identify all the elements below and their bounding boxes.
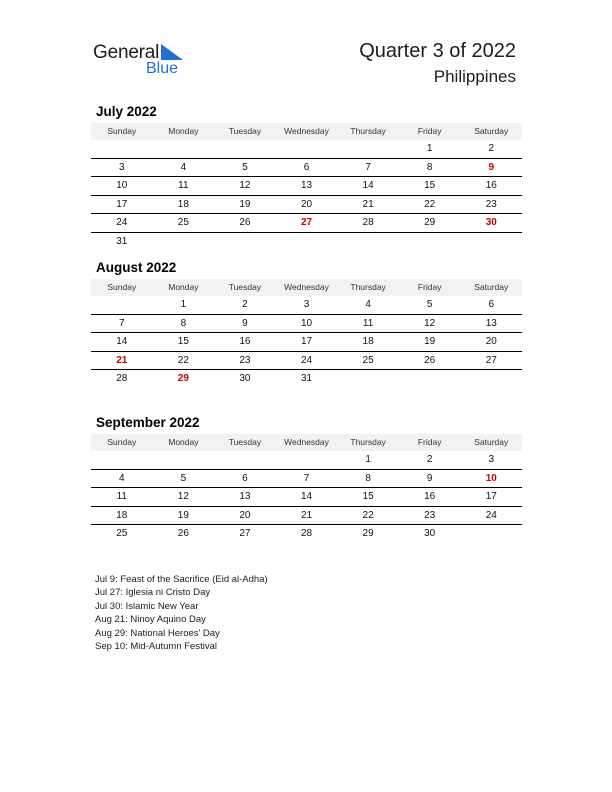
day-cell: 23 [424, 509, 436, 521]
week-row [91, 451, 522, 470]
generalblue-logo [93, 40, 193, 80]
weekday-label: Friday [417, 437, 442, 447]
day-cell: 6 [488, 299, 495, 310]
day-cell [460, 370, 522, 388]
day-cell: 10 [300, 317, 313, 329]
day-cell: 31 [300, 373, 313, 384]
day-cell: 13 [239, 491, 251, 502]
day-cell: 29 [424, 217, 436, 228]
day-cell: 7 [365, 161, 371, 173]
weekday-label: Saturday [474, 282, 509, 292]
day-cell: 1 [180, 299, 187, 310]
week-row [91, 214, 522, 233]
day-cell: 8 [365, 472, 371, 484]
day-cell: 2 [242, 299, 248, 310]
day-cell: 8 [426, 161, 433, 173]
day-cell: 15 [362, 491, 374, 502]
day-cell: 6 [242, 472, 248, 484]
week-row [91, 525, 522, 543]
day-cell: 2 [426, 454, 433, 465]
week-row [91, 315, 522, 334]
holiday-note: Jul 9: Feast of the Sacrifice (Eid al-Adha) [95, 574, 268, 585]
day-cell: 22 [177, 354, 189, 366]
weekday-label: Monday [168, 437, 199, 447]
week-row [91, 140, 522, 159]
weekday-label: Tuesday [228, 126, 262, 136]
day-cell: 3 [488, 454, 495, 465]
month-september [91, 414, 522, 543]
day-cell: 19 [177, 509, 189, 521]
day-cell: 22 [362, 509, 374, 521]
holiday-note: Jul 27: Iglesia ni Cristo Day [95, 587, 211, 599]
day-cell [91, 451, 153, 469]
logo-general-text: General [93, 42, 160, 63]
week-row [91, 296, 522, 315]
weekday-label: Tuesday [228, 437, 262, 447]
holiday-note: Aug 29: National Heroes’ Day [95, 627, 220, 639]
week-row [91, 233, 522, 251]
day-cell: 12 [239, 180, 251, 191]
day-cell: 16 [239, 336, 251, 347]
day-cell [153, 451, 215, 469]
country-name: Philippines [433, 67, 516, 86]
weekday-label: Saturday [474, 126, 509, 136]
day-cell: 14 [300, 491, 313, 502]
day-cell: 5 [180, 472, 187, 484]
weekday-header [91, 434, 522, 451]
day-cell: 19 [239, 198, 251, 210]
day-cell [153, 233, 215, 251]
day-cell: 20 [239, 509, 251, 521]
day-cell: 9 [488, 161, 495, 173]
day-cell: 3 [119, 161, 125, 173]
day-cell [91, 296, 153, 314]
day-cell: 28 [116, 373, 128, 384]
month-title: September 2022 [96, 415, 200, 430]
day-cell: 18 [177, 198, 189, 210]
day-cell: 18 [116, 509, 128, 521]
day-cell: 1 [365, 454, 371, 465]
day-cell [460, 525, 522, 543]
day-cell: 16 [485, 180, 497, 191]
day-cell: 8 [180, 317, 187, 329]
day-cell [153, 140, 215, 158]
day-cell: 19 [424, 336, 436, 347]
weekday-label: Wednesday [284, 282, 329, 292]
holiday-note: Jul 30: Islamic New Year [95, 600, 199, 612]
day-cell [276, 233, 338, 251]
day-cell: 23 [239, 354, 251, 366]
week-row [91, 352, 522, 371]
logo-blue-text: Blue [146, 60, 179, 77]
day-cell [337, 140, 399, 158]
day-cell: 27 [485, 354, 497, 366]
day-cell: 2 [488, 143, 495, 154]
day-cell: 12 [424, 317, 436, 329]
day-cell [276, 140, 338, 158]
logo-triangle-icon [161, 44, 183, 60]
day-cell: 17 [116, 198, 128, 210]
day-cell: 25 [116, 528, 128, 539]
day-cell: 24 [485, 509, 497, 521]
week-row [91, 177, 522, 196]
day-cell: 21 [116, 354, 128, 366]
week-row [91, 196, 522, 215]
day-cell: 26 [239, 217, 251, 228]
week-row [91, 370, 522, 388]
day-cell [214, 233, 276, 251]
day-cell: 13 [485, 317, 497, 329]
day-cell: 30 [239, 373, 251, 384]
day-cell [337, 233, 399, 251]
day-cell: 7 [303, 472, 310, 484]
holiday-note: Sep 10: Mid-Autumn Festival [95, 641, 217, 653]
day-cell: 17 [300, 336, 313, 347]
day-cell: 15 [424, 180, 436, 191]
day-cell: 7 [119, 317, 125, 329]
day-cell: 15 [177, 336, 189, 347]
day-cell: 21 [362, 198, 374, 210]
day-cell: 5 [426, 299, 433, 310]
day-cell: 20 [485, 336, 497, 347]
day-cell: 31 [116, 235, 128, 247]
holiday-notes [95, 573, 268, 653]
day-cell: 9 [426, 472, 433, 484]
day-cell [214, 451, 276, 469]
month-title: July 2022 [96, 104, 157, 119]
day-cell: 25 [177, 217, 189, 228]
weekday-label: Thursday [350, 437, 386, 447]
weekday-label: Tuesday [228, 282, 262, 292]
weekday-label: Friday [417, 282, 442, 292]
weekday-label: Monday [168, 282, 199, 292]
day-cell: 10 [485, 472, 497, 484]
day-cell [460, 233, 522, 251]
weekday-label: Wednesday [284, 126, 329, 136]
day-cell: 10 [116, 180, 128, 191]
day-cell: 23 [485, 198, 497, 210]
day-cell: 6 [303, 161, 310, 173]
weekday-label: Sunday [107, 437, 137, 447]
day-cell: 22 [424, 198, 436, 210]
day-cell: 1 [426, 143, 433, 154]
weekday-label: Sunday [107, 126, 137, 136]
day-cell: 14 [116, 336, 128, 347]
day-cell: 28 [362, 217, 374, 228]
day-cell: 20 [300, 198, 313, 210]
weekday-label: Thursday [350, 282, 386, 292]
week-row [91, 333, 522, 352]
day-cell: 3 [303, 299, 310, 310]
day-cell: 13 [300, 180, 313, 191]
day-cell: 4 [365, 299, 371, 310]
weekday-header [91, 123, 522, 140]
day-cell: 11 [362, 317, 374, 329]
day-cell [91, 140, 153, 158]
day-cell: 24 [300, 354, 313, 366]
day-cell [399, 370, 461, 388]
weekday-label: Wednesday [284, 437, 329, 447]
weekday-label: Saturday [474, 437, 509, 447]
day-cell: 30 [424, 528, 436, 539]
day-cell: 26 [424, 354, 436, 366]
day-cell: 17 [485, 491, 497, 502]
day-cell [399, 233, 461, 251]
day-cell: 4 [119, 472, 125, 484]
day-cell: 30 [485, 217, 497, 228]
day-cell: 5 [242, 161, 248, 173]
day-cell: 24 [116, 217, 128, 228]
day-cell [337, 370, 399, 388]
day-cell: 29 [362, 528, 374, 539]
month-july [91, 103, 522, 250]
week-row [91, 470, 522, 489]
weekday-label: Monday [168, 126, 199, 136]
weekday-label: Friday [417, 126, 442, 136]
day-cell [276, 451, 338, 469]
month-title: August 2022 [96, 260, 177, 275]
weekday-label: Sunday [107, 282, 137, 292]
week-row [91, 488, 522, 507]
day-cell: 27 [300, 217, 313, 228]
day-cell: 4 [180, 161, 187, 173]
weekday-label: Thursday [350, 126, 386, 136]
month-august [91, 259, 522, 388]
week-row [91, 507, 522, 526]
day-cell: 11 [178, 180, 189, 191]
day-cell: 11 [116, 491, 127, 502]
holiday-note: Aug 21: Ninoy Aquino Day [95, 614, 206, 626]
week-row [91, 159, 522, 178]
day-cell: 25 [362, 354, 374, 366]
day-cell: 26 [177, 528, 189, 539]
day-cell: 18 [362, 336, 374, 347]
day-cell: 12 [177, 491, 189, 502]
day-cell: 21 [300, 509, 313, 521]
page-title: Quarter 3 of 2022 [359, 40, 516, 62]
day-cell: 16 [424, 491, 436, 502]
day-cell [214, 140, 276, 158]
weekday-header [91, 279, 522, 296]
day-cell: 28 [300, 528, 313, 539]
day-cell: 29 [177, 373, 189, 384]
day-cell: 14 [362, 180, 374, 191]
day-cell: 9 [242, 317, 248, 329]
day-cell: 27 [239, 528, 251, 539]
